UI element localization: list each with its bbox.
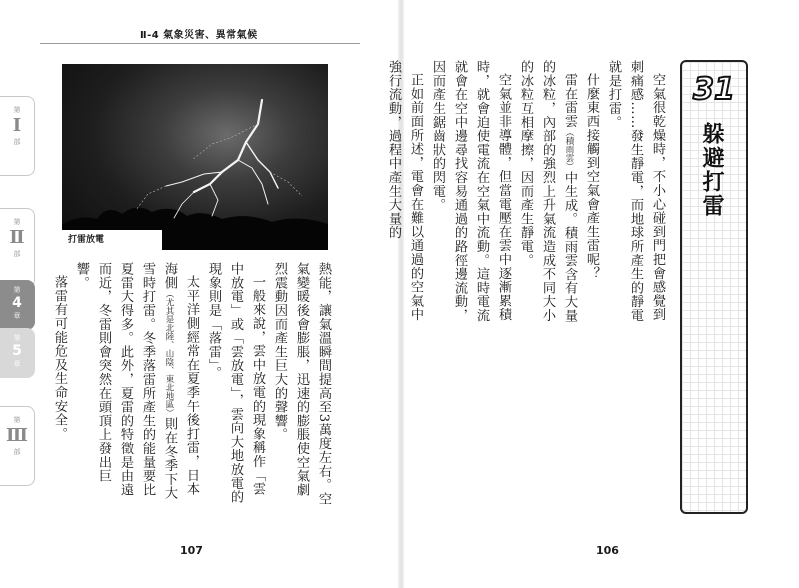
paragraph: 落雷有可能危及生命安全。	[52, 275, 67, 441]
side-tab-chapter-5[interactable]	[0, 328, 35, 378]
paragraph	[514, 60, 580, 330]
side-tab-numeral: Ⅲ	[6, 425, 28, 446]
side-tab-label: 部	[13, 250, 21, 258]
side-tab-part-1[interactable]	[0, 96, 35, 176]
side-tab-label: 第	[13, 334, 21, 342]
question-line: 什麼東西接觸到空氣會產生雷呢？	[584, 73, 599, 281]
photo-caption: 打雷放電	[62, 230, 162, 250]
side-tab-label: 第	[13, 106, 21, 114]
side-tab-numeral: Ⅰ	[12, 115, 22, 136]
article-heading-box	[680, 60, 748, 514]
text-run: 太平洋側經常在夏季午後打雷，日本海側	[162, 262, 199, 496]
lightning-photo	[62, 64, 328, 250]
header-rule	[40, 43, 360, 44]
lightning-bolt-graphic	[62, 64, 328, 250]
paragraph: 一般來說，雲中放電的現象稱作「雲中放電」或「雲放電」，雲向大地放電的現象則是「落雷」。	[206, 262, 265, 504]
paragraph	[70, 262, 202, 508]
paragraph: 正如前面所述，電會在難以通過的空氣中強行流動，過程中產生大量的	[386, 60, 423, 322]
side-tab-label: 第	[13, 416, 21, 424]
side-tab-numeral: 4	[12, 295, 22, 311]
section-header: Ⅱ-4 氣象災害、異常氣候	[140, 30, 258, 41]
text-run: 則在冬季下大雪時打雷。冬季落雷所產生的能量要比夏雷大得多。此外，夏雷的特徵是由遠而近，冬雷則會突然在頭頂上發出巨響。	[74, 262, 177, 500]
side-tab-label: 章	[13, 312, 21, 320]
paragraph: 空氣並非導體，但當電壓在雲中逐漸累積時，就會迫使電流在空氣中流動。這時電流就會在空中邊尋找容易通過的路徑邊流動，因而產生鋸齒狀的閃電。	[430, 60, 511, 323]
right-page-body	[386, 60, 668, 330]
side-tab-numeral: Ⅱ	[9, 227, 25, 248]
annotation-note: （積雨雲）	[564, 128, 574, 171]
side-tab-label: 第	[13, 286, 21, 294]
page-number-left: 107	[180, 544, 203, 557]
left-page-body	[52, 262, 334, 508]
page-number-right: 106	[596, 544, 619, 557]
paragraph: 熱能，讓氣溫瞬間提高至3萬度左右。空氣變暖後會膨脹，迅速的膨脹使空氣劇烈震動因而產生巨大的聲響。	[272, 262, 331, 506]
side-tab-label: 部	[13, 448, 21, 456]
side-tab-part-3[interactable]	[0, 406, 35, 486]
side-tab-label: 章	[13, 360, 21, 368]
annotation-note: （尤其是北陸、山陰、東北地區）	[164, 289, 174, 418]
article-title: 躲避打雷	[699, 122, 724, 218]
side-tab-label: 第	[13, 218, 21, 226]
article-number: 31	[693, 72, 735, 107]
paragraph: 空氣很乾燥時，不小心碰到門把會感覺到刺痛感……發生靜電，而地球所產生的靜電就是打雷。	[606, 60, 665, 323]
side-tab-part-2[interactable]	[0, 208, 35, 288]
text-run: 雷在雷雲	[562, 73, 577, 129]
side-tab-numeral: 5	[12, 343, 22, 359]
text-run: 中生成。積雨雲含有大量的冰粒，內部的強烈上升氣流造成不同大小的冰粒互相摩擦，因而產生靜電。	[518, 60, 577, 323]
side-tab-chapter-4[interactable]	[0, 280, 35, 330]
side-tab-label: 部	[13, 138, 21, 146]
side-tabs	[0, 60, 38, 540]
